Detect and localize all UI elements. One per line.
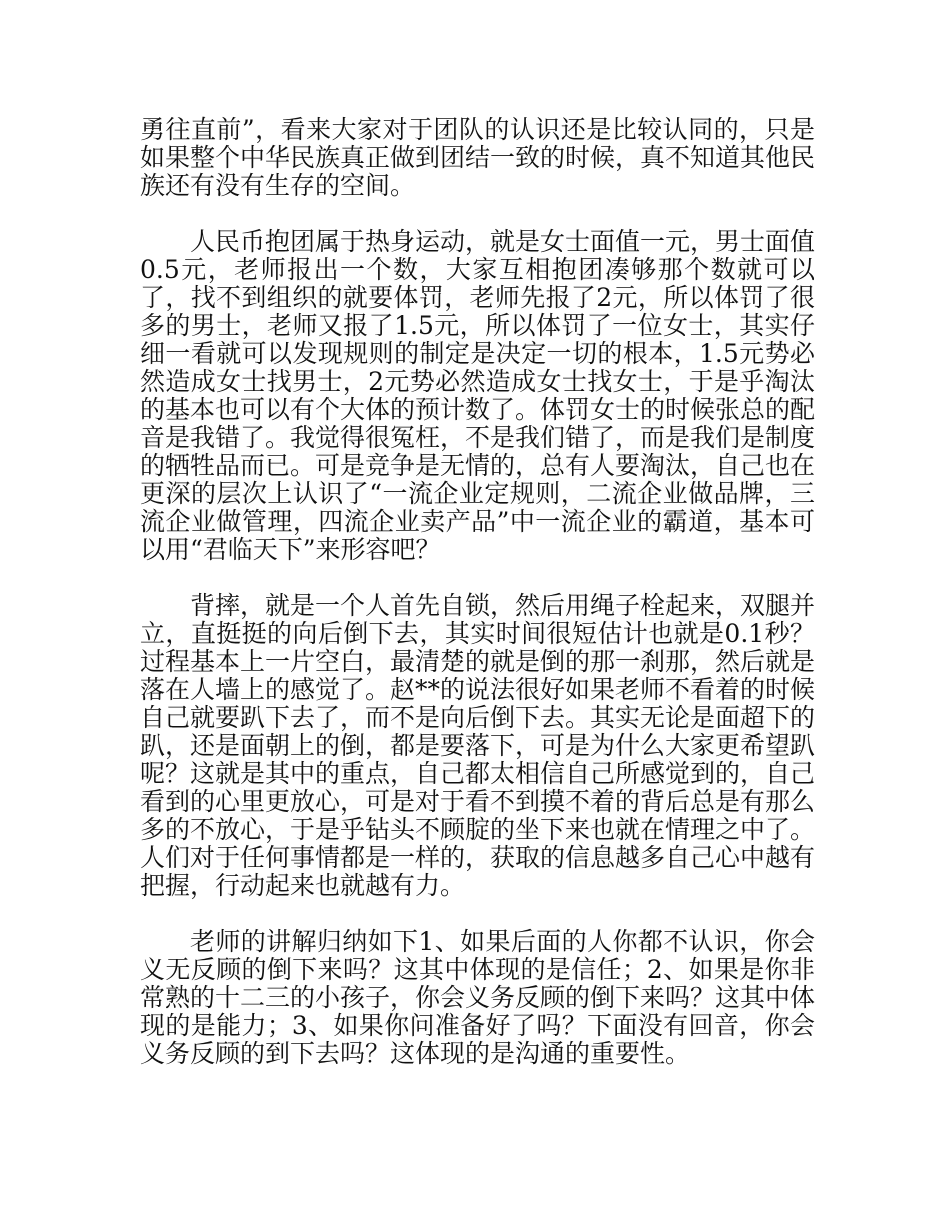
paragraph-teacher-summary: 老师的讲解归纳如下1、如果后面的人你都不认识，你会义无反顾的倒下来吗？这其中体现的是信任；2、如果是你非常熟的十二三的小孩子，你会义务反顾的倒下来吗？这其中体现的是能力；3、如果你问准备好了吗？下面没有回音，你会义务反顾的到下去吗？这体现的是沟通的重要性。 (140, 927, 816, 1068)
paragraph-continuation: 勇往直前”，看来大家对于团队的认识还是比较认同的，只是如果整个中华民族真正做到团结一致的时候，真不知道其他民族还有没有生存的空间。 (140, 115, 816, 200)
document-body (140, 116, 815, 1096)
paragraph-trust-fall: 背摔，就是一个人首先自锁，然后用绳子栓起来，双腿并立，直挺挺的向后倒下去，其实时间很短估计也就是0.1秒？过程基本上一片空白，最清楚的就是倒的那一刹那，然后就是落在人墙上的感觉了。赵**的说法很好如果老师不看着的时候自己就要趴下去了，而不是向后倒下去。其实无论是面超下的趴，还是面朝上的倒，都是要落下，可是为什么大家更希望趴呢？这就是其中的重点，自己都太相信自己所感觉到的，自己看到的心里更放心，可是对于看不到摸不着的背后总是有那么多的不放心，于是乎钻头不顾腚的坐下来也就在情理之中了。人们对于任何事情都是一样的，获取的信息越多自己心中越有把握，行动起来也就越有力。 (140, 591, 816, 900)
paragraph-rmb-grouping: 人民币抱团属于热身运动，就是女士面值一元，男士面值0.5元，老师报出一个数，大家互相抱团凑够那个数就可以了，找不到组织的就要体罚，老师先报了2元，所以体罚了很多的男士，老师又报了1.5元，所以体罚了一位女士，其实仔细一看就可以发现规则的制定是决定一切的根本，1.5元势必然造成女士找男士，2元势必然造成女士找女士，于是乎淘汰的基本也可以有个大体的预计数了。体罚女士的时候张总的配音是我错了。我觉得很冤枉，不是我们错了，而是我们是制度的牺牲品而已。可是竞争是无情的，总有人要淘汰，自己也在更深的层次上认识了“一流企业定规则，二流企业做品牌，三流企业做管理，四流企业卖产品”中一流企业的霸道，基本可以用“君临天下”来形容吧？ (140, 227, 816, 564)
